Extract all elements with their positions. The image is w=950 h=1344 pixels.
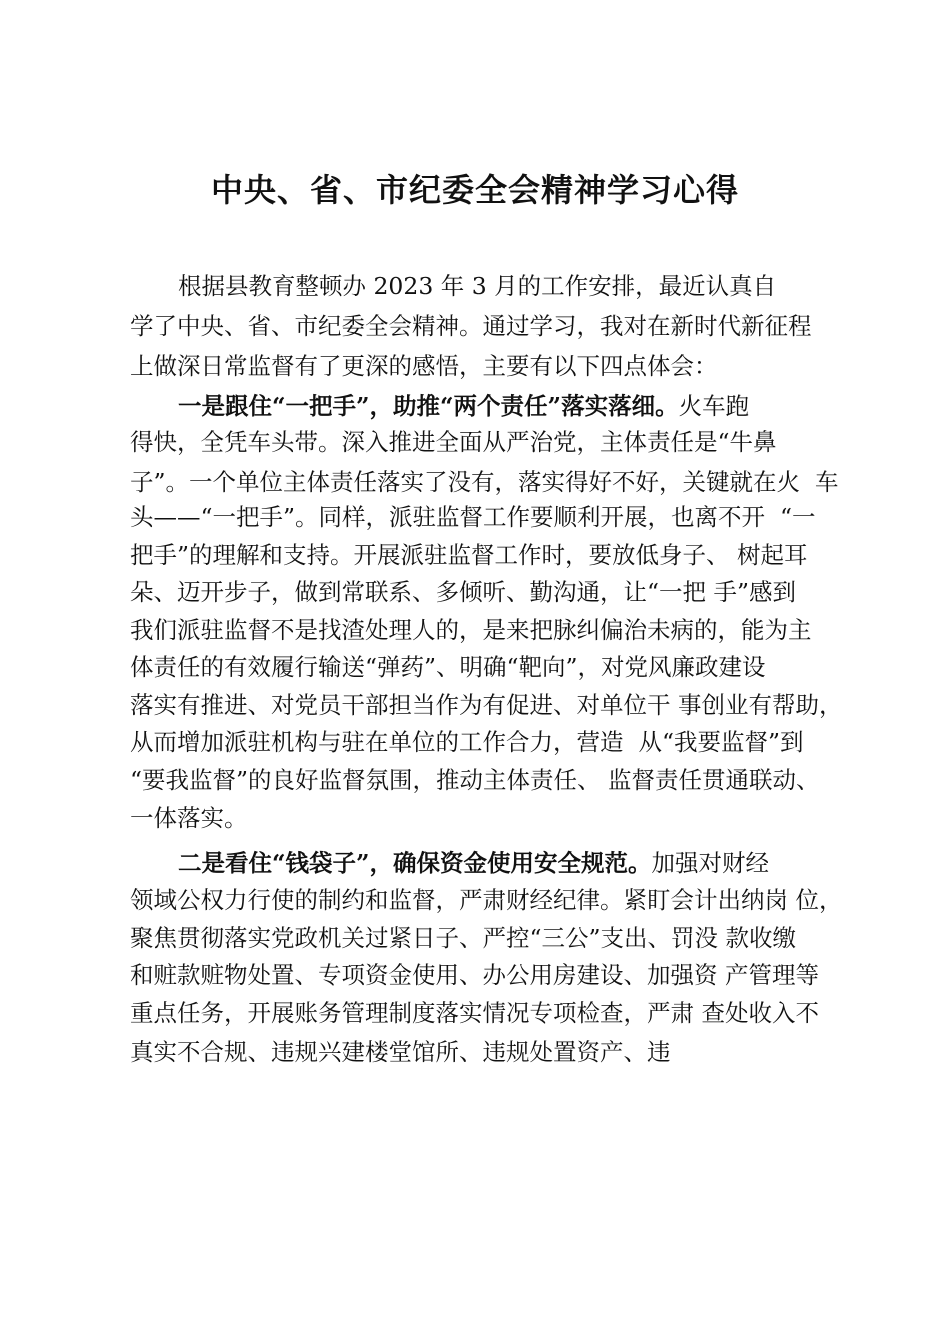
- section1-line: 体责任的有效履行输送“弹药”、明确“靶向”，对党风廉政建设: [130, 653, 766, 681]
- intro-line-3: 上做深日常监督有了更深的感悟，主要有以下四点体会：: [130, 352, 718, 380]
- section1-heading: 一是跟住“一把手”，助推“两个责任”落实落细。: [178, 392, 679, 420]
- section2-first-line: [178, 843, 908, 883]
- document-title: 中央、省、市纪委全会精神学习心得: [210, 171, 739, 209]
- section1-line: 落实有推进、对党员干部担当作为有促进、对单位干 事创业有帮助，: [130, 691, 843, 719]
- section1-first-line: [178, 386, 908, 426]
- section2-line: 真实不合规、违规兴建楼堂馆所、违规处置资产、违: [130, 1038, 671, 1066]
- section2-line: 聚焦贯彻落实党政机关过紧日子、严控“三公”支出、罚没 款收缴: [130, 924, 796, 952]
- section1-line: 朵、迈开步子，做到常联系、多倾听、勤沟通，让“一把 手”感到: [130, 578, 796, 606]
- section2-line: 领域公权力行使的制约和监督，严肃财经纪律。紧盯会计出纳岗 位，: [130, 886, 843, 914]
- section1-line: 从而增加派驻机构与驻在单位的工作合力，营造 从“我要监督”到: [130, 728, 804, 756]
- section1-line: 得快，全凭车头带。深入推进全面从严治党，主体责任是“牛鼻: [130, 428, 777, 456]
- section1-line: 一体落实。: [130, 804, 248, 832]
- section1-line: “要我监督”的良好监督氛围，推动主体责任、 监督责任贯通联动、: [130, 766, 820, 794]
- section2-first-line-rest: 加强对财经: [651, 849, 770, 877]
- intro-line-2: 学了中央、省、市纪委全会精神。通过学习，我对在新时代新征程: [130, 312, 812, 340]
- intro-line-1: 根据县教育整顿办 2023 年 3 月的工作安排，最近认真自: [178, 272, 777, 300]
- section1-line: 子”。一个单位主体责任落实了没有，落实得好不好，关键就在火 车: [130, 468, 839, 496]
- section2-line: 和赃款赃物处置、专项资金使用、办公用房建设、加强资 产管理等: [130, 961, 819, 989]
- section1-line: 我们派驻监督不是找渣处理人的，是来把脉纠偏治未病的，能为主: [130, 616, 812, 644]
- section2-line: 重点任务，开展账务管理制度落实情况专项检查，严肃 查处收入不: [130, 999, 819, 1027]
- section1-line: 头——“一把手”。同样，派驻监督工作要顺利开展，也离不开 “一: [130, 503, 816, 531]
- section1-line: 把手”的理解和支持。开展派驻监督工作时，要放低身子、 树起耳: [130, 541, 808, 569]
- section1-first-line-rest: 火车跑: [678, 392, 750, 420]
- section2-heading: 二是看住“钱袋子”，确保资金使用安全规范。: [178, 849, 652, 877]
